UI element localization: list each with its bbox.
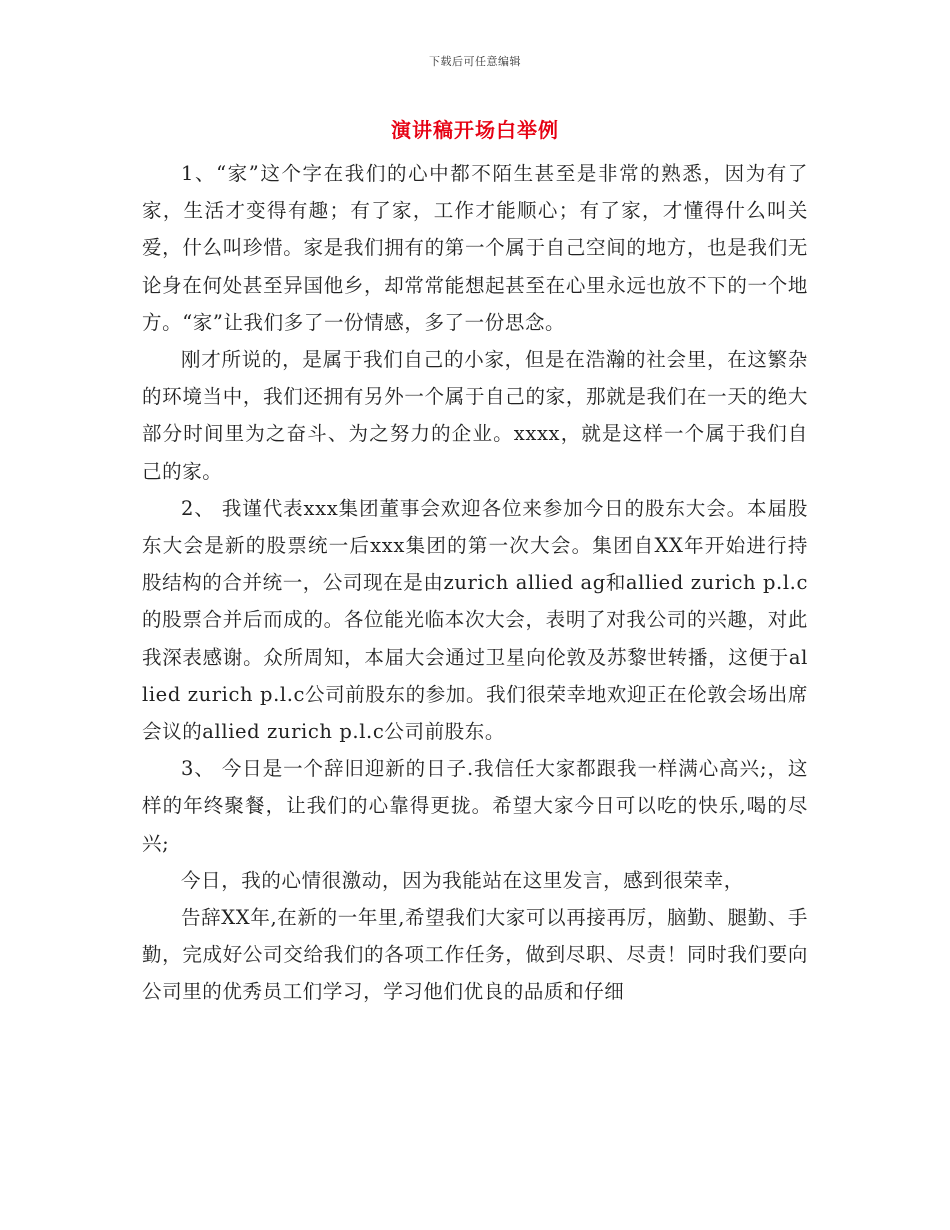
paragraph-5: 今日，我的心情很激动，因为我能站在这里发言，感到很荣幸，: [181, 868, 744, 892]
document-title: 演讲稿开场白举例: [391, 118, 559, 142]
paragraph-2: 刚才所说的，是属于我们自己的小家，但是在浩瀚的社会里，在这繁杂的环境当中，我们还拥有另外一个属于自己的家，那就是我们在一天的绝大部分时间里为之奋斗、为之努力的企业。xxxx，就是这样一个属于我们自己的家。: [142, 348, 808, 483]
paragraph-4: 3、 今日是一个辞旧迎新的日子.我信任大家都跟我一样满心高兴;，这样的年终聚餐，让我们的心靠得更拢。希望大家今日可以吃的快乐,喝的尽兴;: [142, 757, 808, 855]
document-body: [142, 155, 808, 1011]
paragraph-3: 2、 我谨代表xxx集团董事会欢迎各位来参加今日的股东大会。本届股东大会是新的股票统一后xxx集团的第一次大会。集团自XX年开始进行持股结构的合并统一，公司现在是由zurich allied ag和allied zurich p.l.c的股票合并后而成的。各位能光临本次大会，表明了对我公司的兴趣，对此我深表感谢。众所周知，本届大会通过卫星向伦敦及苏黎世转播，这便于allied zurich p.l.c公司前股东的参加。我们很荣幸地欢迎正在伦敦会场出席会议的allied zurich p.l.c公司前股东。: [142, 496, 808, 744]
paragraph-6: 告辞XX年,在新的一年里,希望我们大家可以再接再厉，脑勤、腿勤、手勤，完成好公司交给我们的各项工作任务，做到尽职、尽责！同时我们要向公司里的优秀员工们学习，学习他们优良的品质和仔细: [142, 906, 808, 1004]
header-note: 下载后可任意编辑: [429, 55, 521, 68]
paragraph-1: 1、“家”这个字在我们的心中都不陌生甚至是非常的熟悉，因为有了家，生活才变得有趣；有了家，工作才能顺心；有了家，才懂得什么叫关爱，什么叫珍惜。家是我们拥有的第一个属于自己空间的地方，也是我们无论身在何处甚至异国他乡，却常常能想起甚至在心里永远也放不下的一个地方。“家”让我们多了一份情感，多了一份思念。: [142, 162, 808, 334]
